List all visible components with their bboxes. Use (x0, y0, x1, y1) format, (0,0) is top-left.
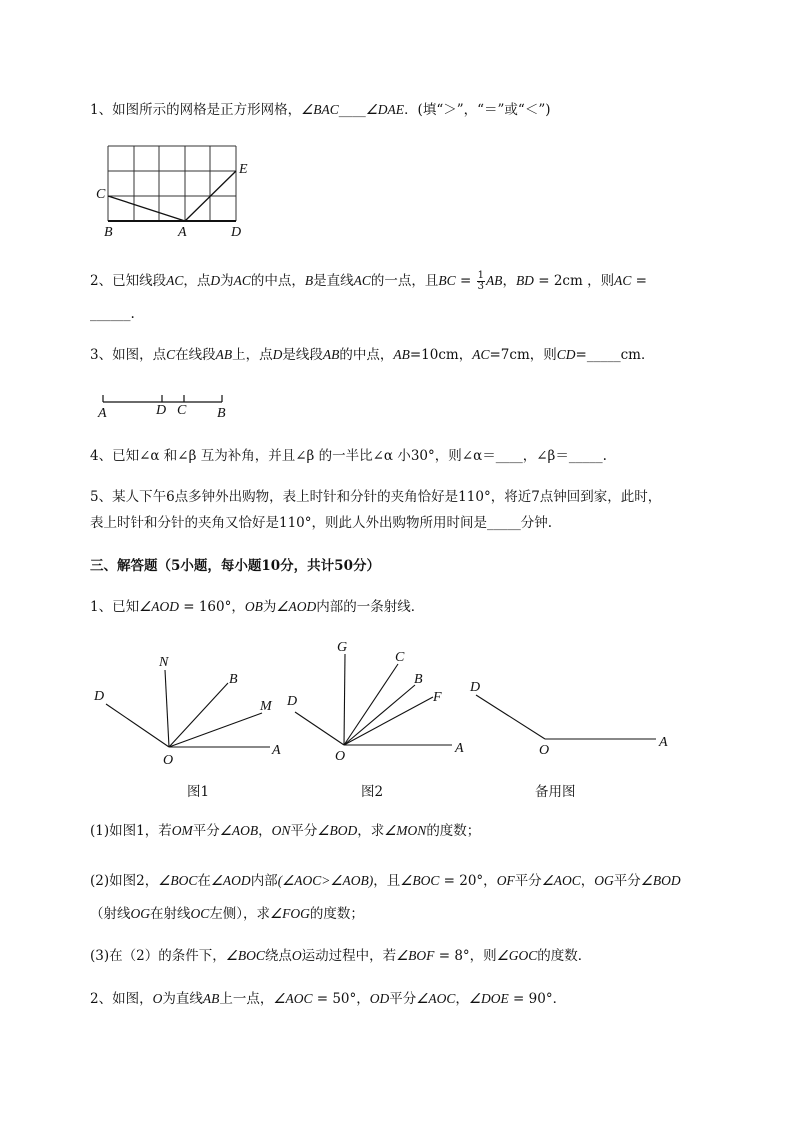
q2-ac: AC (166, 273, 184, 288)
q1-blank[interactable]: ____ (338, 102, 366, 118)
p2-aoc: ∠AOC (416, 991, 456, 1006)
problem-2-stem (90, 990, 566, 1008)
s1-text: ， (258, 823, 272, 839)
q3-cd: CD (556, 347, 576, 362)
s1-mon: ∠MON (384, 823, 427, 838)
s1-text: 平分 (290, 823, 318, 839)
s2-text: 内部 (250, 873, 278, 889)
s3-text: (3)在（2）的条件下， (90, 948, 226, 964)
q2-text: ，点 (183, 273, 211, 289)
q3-ab: AB (215, 347, 233, 362)
p2-aoc: ∠AOC (273, 991, 313, 1006)
q1-angle1: ∠BAC (301, 102, 339, 117)
question-fill-5-line2: 表上时针和分针的夹角又恰好是110°，则此人外出购物所用时间是_____分钟. (90, 515, 553, 531)
q1-angle2: ∠DAE (365, 102, 405, 117)
s2-text: 的度数； (309, 906, 364, 922)
s3-text: = 8°，则 (434, 948, 497, 964)
q2-text: 的中点， (250, 273, 305, 289)
q3-text: =10cm， (409, 347, 473, 363)
fraction-denominator: 3 (477, 281, 484, 292)
q3-text: 在线段 (175, 347, 216, 363)
seg-label-d: D (156, 403, 167, 418)
q2-bc: BC (438, 273, 456, 288)
s1-aob: ∠AOB (219, 823, 259, 838)
fraction-numerator: 1 (477, 270, 484, 281)
fig2-label-d: D (287, 694, 298, 709)
q3-text: =7cm，则 (489, 347, 557, 363)
p2-text: = 90°． (508, 991, 567, 1007)
fig3-caption: 备用图 (535, 784, 576, 800)
problem-1-part-1 (90, 822, 480, 840)
p2-doe: ∠DOE (468, 991, 509, 1006)
question-fill-5-line1: 5、某人下午6点多钟外出购物，表上时针和分针的夹角恰好是110°，将近7点钟回到家，此时， (90, 489, 662, 505)
p2-text: 上一点， (219, 991, 274, 1007)
p2-ab: AB (202, 991, 220, 1006)
q1-prefix: 1、如图所示的网格是正方形网格， (90, 102, 302, 118)
p2-o: O (152, 991, 163, 1006)
grid-label-c: C (96, 187, 106, 202)
s3-text: 运动过程中，若 (301, 948, 397, 964)
p1-aod: ∠AOD (276, 599, 317, 614)
seg-label-b: B (217, 406, 226, 421)
q3-c: C (166, 347, 176, 362)
q3-text: 的中点， (339, 347, 394, 363)
s2-aod: ∠AOD (210, 873, 251, 888)
grid-label-a: A (178, 225, 187, 240)
q2-bd: BD (515, 273, 534, 288)
fig3-label-o: O (539, 743, 550, 758)
fig1-label-o: O (163, 753, 174, 768)
fig3-label-d: D (470, 680, 481, 695)
s2-text: (2)如图2， (90, 873, 159, 889)
s2-text: ， (580, 873, 595, 889)
p2-text: 为直线 (162, 991, 203, 1007)
fig2-label-f: F (433, 690, 442, 705)
s2-fog: ∠FOG (270, 906, 310, 921)
s1-text: 的度数； (426, 823, 481, 839)
p2-text: 平分 (389, 991, 417, 1007)
s2-boc: ∠BOC (158, 873, 198, 888)
s2-og: OG (130, 906, 150, 921)
fig1-label-n: N (159, 655, 169, 670)
q2-eq: = (455, 273, 476, 289)
grid-label-b: B (104, 225, 113, 240)
s2-cmp: (∠AOC>∠AOB) (277, 873, 374, 888)
s3-boc: ∠BOC (225, 948, 265, 963)
fig1-caption: 图1 (187, 784, 210, 800)
s2-og: OG (594, 873, 614, 888)
s3-o: O (291, 948, 302, 963)
s2-aoc: ∠AOC (541, 873, 581, 888)
fig1-label-a: A (272, 743, 281, 758)
s2-bod: ∠BOD (640, 873, 681, 888)
q2-ac: AC (614, 273, 632, 288)
q2-blank[interactable]: ______. (90, 306, 135, 322)
q2-text: 的一点，且 (370, 273, 439, 289)
s2-boc: ∠BOC (400, 873, 440, 888)
q3-d: D (272, 347, 283, 362)
s3-text: 绕点 (264, 948, 292, 964)
s3-goc: ∠GOC (496, 948, 538, 963)
p2-text: ， (455, 991, 469, 1007)
problem-1-part-2 (90, 872, 681, 890)
fig1-label-b: B (229, 672, 238, 687)
s2-oc: OC (190, 906, 210, 921)
section-title: 三、解答题（5小题，每小题10分，共计50分） (90, 558, 380, 574)
p1-text: 1、已知 (90, 599, 140, 615)
s1-text: (1)如图1，若 (90, 823, 172, 839)
q2-text: = (631, 273, 647, 289)
p1-eq: = 160°， (178, 599, 245, 615)
p1-text: 内部的一条射线． (316, 599, 425, 615)
q2-text: ， (502, 273, 516, 289)
fig2-label-g: G (337, 640, 348, 655)
figure-1 (106, 670, 270, 747)
s1-text: 平分 (192, 823, 220, 839)
p2-od: OD (369, 991, 390, 1006)
figure-2 (295, 654, 452, 745)
q2-text: 是直线 (313, 273, 354, 289)
q2-ab: AB (485, 273, 503, 288)
s2-text: 在射线 (150, 906, 191, 922)
s1-bod: ∠BOD (317, 823, 358, 838)
s3-bof: ∠BOF (396, 948, 435, 963)
s2-text: 平分 (514, 873, 542, 889)
s2-text: 在 (197, 873, 211, 889)
q2-text: 2、已知线段 (90, 273, 167, 289)
q2-ac: AC (353, 273, 371, 288)
fig2-label-c: C (395, 650, 405, 665)
q2-ac: AC (233, 273, 251, 288)
s2-text: 平分 (613, 873, 641, 889)
p1-text: 为 (262, 599, 277, 615)
seg-label-a: A (98, 406, 107, 421)
grid-label-e: E (239, 162, 248, 177)
q3-text: 上，点 (232, 347, 273, 363)
problem-1-part-2-line2 (90, 905, 364, 923)
p2-text: 2、如图， (90, 991, 153, 1007)
q3-text: 是线段 (282, 347, 323, 363)
q3-ab: AB (393, 347, 410, 362)
s1-text: ，求 (357, 823, 385, 839)
p1-ob: OB (244, 599, 263, 614)
s2-text: （射线 (90, 906, 131, 922)
p2-text: = 50°， (312, 991, 370, 1007)
q2-text: 为 (220, 273, 234, 289)
q1-suffix: ．(填“＞”，“＝”或“＜”) (404, 102, 551, 118)
question-fill-4: 4、已知∠α 和∠β 互为补角，并且∠β 的一半比∠α 小30°，则∠α＝____，∠β＝_____. (90, 448, 607, 464)
fig1-label-m: M (260, 699, 272, 714)
seg-label-c: C (177, 403, 187, 418)
fig2-label-b: B (414, 672, 423, 687)
s1-om: OM (171, 823, 193, 838)
q2-d: D (210, 273, 221, 288)
q3-ab: AB (322, 347, 340, 362)
p1-aod: ∠AOD (139, 599, 179, 614)
s2-text: 左侧），求 (209, 906, 271, 922)
q3-text: 3、如图，点 (90, 347, 167, 363)
fig2-label-o: O (335, 749, 346, 764)
problem-1-part-3 (90, 947, 591, 965)
q2-text: = 2cm ，则 (533, 273, 615, 289)
q2-b: B (304, 273, 314, 288)
fig1-label-d: D (94, 689, 105, 704)
figure-3 (476, 695, 656, 739)
fig3-label-a: A (659, 735, 668, 750)
s3-text: 的度数． (537, 948, 592, 964)
s2-text: = 20°， (439, 873, 497, 889)
fig2-caption: 图2 (361, 784, 384, 800)
grid-label-d: D (231, 225, 242, 240)
fig2-label-a: A (455, 741, 464, 756)
q3-ac: AC (472, 347, 490, 362)
s2-of: OF (496, 873, 515, 888)
s1-on: ON (271, 823, 291, 838)
q3-blank[interactable]: =_____cm． (575, 347, 655, 363)
s2-text: ，且 (373, 873, 401, 889)
